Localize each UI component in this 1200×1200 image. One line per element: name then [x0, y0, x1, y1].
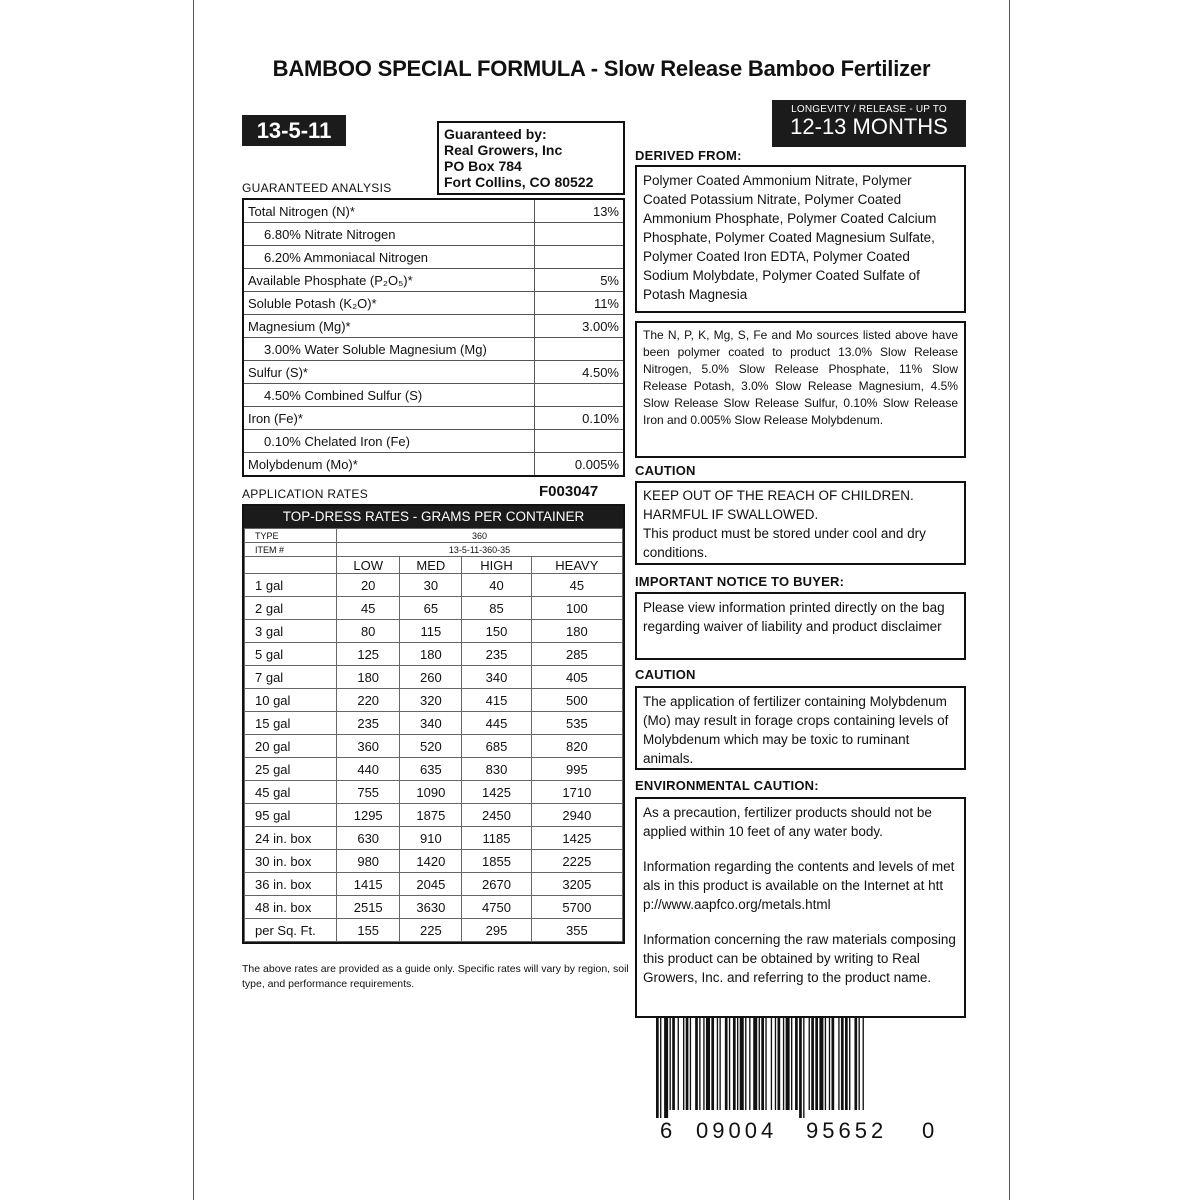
rate-value: 155: [337, 919, 400, 942]
barcode-bar: [683, 1018, 684, 1110]
rate-value: 20: [337, 574, 400, 597]
rate-value: 5700: [531, 896, 622, 919]
barcode-bar: [703, 1018, 704, 1110]
analysis-nutrient: Iron (Fe)*: [243, 407, 535, 430]
analysis-value: [535, 223, 625, 246]
analysis-heading: GUARANTEED ANALYSIS: [242, 181, 392, 195]
rates-row: [245, 758, 623, 781]
rate-value: 2450: [462, 804, 531, 827]
rate-value: 1420: [400, 850, 462, 873]
barcode-bar: [819, 1018, 823, 1110]
rates-row: [245, 781, 623, 804]
rate-value: 180: [337, 666, 400, 689]
barcode-bar: [832, 1018, 835, 1110]
barcode-bar: [740, 1018, 744, 1110]
rate-value: 125: [337, 643, 400, 666]
rate-value: 3205: [531, 873, 622, 896]
environmental-p1: As a precaution, fertilizer products should not be applied within 10 feet of any water body.: [643, 805, 932, 839]
rate-value: 820: [531, 735, 622, 758]
barcode-bar: [706, 1018, 710, 1110]
type-label: TYPE: [245, 529, 337, 543]
analysis-value: 4.50%: [535, 361, 625, 384]
analysis-value: [535, 246, 625, 269]
rate-value: 755: [337, 781, 400, 804]
barcode-digit: 0: [922, 1118, 935, 1143]
rate-value: 1295: [337, 804, 400, 827]
barcode-bar: [719, 1018, 720, 1110]
rate-value: 1710: [531, 781, 622, 804]
barcode-bar: [825, 1018, 826, 1110]
column-header-empty: [245, 557, 337, 574]
rates-row: [245, 689, 623, 712]
rates-row: [245, 735, 623, 758]
longevity-value: 12-13 MONTHS: [790, 114, 948, 139]
rates-table-box: [242, 504, 625, 944]
container-size: 1 gal: [245, 574, 337, 597]
rate-value: 180: [400, 643, 462, 666]
guarantor-line: PO Box 784: [444, 158, 522, 174]
analysis-nutrient: 6.80% Nitrate Nitrogen: [243, 223, 535, 246]
rate-value: 295: [462, 919, 531, 942]
analysis-value: 11%: [535, 292, 625, 315]
barcode-bar: [660, 1018, 661, 1118]
rate-value: 415: [462, 689, 531, 712]
container-size: 24 in. box: [245, 827, 337, 850]
guarantor-line: Guaranteed by:: [444, 126, 547, 142]
barcode-digit: 09004: [696, 1118, 778, 1143]
rate-value: 320: [400, 689, 462, 712]
analysis-nutrient: Sulfur (S)*: [243, 361, 535, 384]
rate-value: 405: [531, 666, 622, 689]
guarantor-line: Fort Collins, CO 80522: [444, 174, 594, 190]
barcode-bar: [670, 1018, 671, 1110]
analysis-value: 0.005%: [535, 453, 625, 477]
rates-note: The above rates are provided as a guide only. Specific rates will vary by region, soil type, and performance requirements.: [242, 963, 629, 990]
rate-value: 65: [400, 597, 462, 620]
rate-value: 115: [400, 620, 462, 643]
barcode-bar: [854, 1018, 857, 1110]
rate-value: 2515: [337, 896, 400, 919]
rate-value: 440: [337, 758, 400, 781]
rate-value: 80: [337, 620, 400, 643]
caution-box: [635, 481, 966, 565]
analysis-nutrient: 0.10% Chelated Iron (Fe): [243, 430, 535, 453]
rate-value: 1185: [462, 827, 531, 850]
caution2-heading: CAUTION: [635, 667, 696, 682]
analysis-row: [243, 407, 624, 430]
rates-row: [245, 712, 623, 735]
rate-value: 635: [400, 758, 462, 781]
barcode-bar: [783, 1018, 784, 1110]
analysis-row: [243, 361, 624, 384]
rate-value: 1425: [531, 827, 622, 850]
barcode-bar: [838, 1018, 839, 1110]
barcode-bar: [765, 1018, 766, 1110]
rate-value: 340: [462, 666, 531, 689]
analysis-nutrient: Available Phosphate (P₂O₅)*: [243, 269, 535, 292]
analysis-value: 0.10%: [535, 407, 625, 430]
item-row: [245, 543, 623, 557]
analysis-row: [243, 223, 624, 246]
rate-value: 355: [531, 919, 622, 942]
rate-value: 235: [462, 643, 531, 666]
caution-line: KEEP OUT OF THE REACH OF CHILDREN.: [643, 488, 914, 503]
rate-value: 3630: [400, 896, 462, 919]
sources-note-box: The N, P, K, Mg, S, Fe and Mo sources listed above have been polymer coated to product 13.0% Slow Release Nitrogen, 5.0% Slow Release Phosphate, 11% Slow Release Potash, 3.0% Slow Release Magnesium, 4.5% Slow Release Slow Release Sulfur, 0.10% Slow Release Iron and 0.005% Slow Release Molybdenum.: [635, 321, 966, 458]
caution-line: HARMFUL IF SWALLOWED.: [643, 507, 819, 522]
barcode-bar: [672, 1018, 675, 1110]
barcode: [652, 1018, 952, 1118]
analysis-nutrient: 4.50% Combined Sulfur (S): [243, 384, 535, 407]
rate-value: 2225: [531, 850, 622, 873]
barcode-bar: [795, 1018, 798, 1110]
analysis-nutrient: Molybdenum (Mo)*: [243, 453, 535, 477]
barcode-bar: [725, 1018, 728, 1110]
rate-value: 30: [400, 574, 462, 597]
barcode-bar: [863, 1018, 864, 1110]
type-row: [245, 529, 623, 543]
barcode-digit: 6: [660, 1118, 673, 1143]
rate-value: 45: [531, 574, 622, 597]
rate-value: 830: [462, 758, 531, 781]
rate-value: 220: [337, 689, 400, 712]
rate-value: 1415: [337, 873, 400, 896]
analysis-row: [243, 453, 624, 477]
rate-value: 520: [400, 735, 462, 758]
rates-row: [245, 850, 623, 873]
container-size: 3 gal: [245, 620, 337, 643]
barcode-bar: [791, 1018, 792, 1110]
rates-row: [245, 666, 623, 689]
analysis-value: [535, 384, 625, 407]
rate-value: 340: [400, 712, 462, 735]
rate-value: 260: [400, 666, 462, 689]
rate-value: 1875: [400, 804, 462, 827]
rate-value: 1425: [462, 781, 531, 804]
rate-value: 180: [531, 620, 622, 643]
rates-row: [245, 896, 623, 919]
caution-line: This product must be stored under cool and dry conditions.: [643, 526, 926, 560]
rates-row: [245, 574, 623, 597]
analysis-nutrient: Soluble Potash (K₂O)*: [243, 292, 535, 315]
environmental-p2: Information regarding the contents and levels of metals in this product is available on the Internet at http://www.aapfco.org/metals.html: [643, 859, 955, 912]
container-size: 48 in. box: [245, 896, 337, 919]
guarantor-line: Real Growers, Inc: [444, 142, 563, 158]
barcode-bar: [849, 1018, 850, 1110]
analysis-value: [535, 338, 625, 361]
derived-box: Polymer Coated Ammonium Nitrate, Polymer Coated Potassium Nitrate, Polymer Coated Ammonium Phosphate, Polymer Coated Calcium Phosphate, Polymer Coated Magnesium Sulfate, Polymer Coated Iron EDTA, Polymer Coated Sodium Molybdate, Polymer Coated Sulfate of Potash Magnesia: [635, 165, 966, 313]
barcode-bar: [771, 1018, 772, 1110]
barcode-bar: [829, 1018, 830, 1110]
rate-value: 535: [531, 712, 622, 735]
rate-value: 980: [337, 850, 400, 873]
barcode-bar: [699, 1018, 700, 1110]
container-size: 15 gal: [245, 712, 337, 735]
analysis-row: [243, 430, 624, 453]
environmental-box: [635, 797, 966, 1018]
container-size: 45 gal: [245, 781, 337, 804]
longevity-badge: [772, 100, 966, 147]
barcode-bar: [737, 1018, 738, 1110]
rate-value: 100: [531, 597, 622, 620]
rate-value: 150: [462, 620, 531, 643]
barcode-bar: [678, 1018, 679, 1110]
barcode-bar: [809, 1018, 810, 1110]
rate-value: 2045: [400, 873, 462, 896]
npk-badge: 13-5-11: [242, 115, 346, 146]
product-code: F003047: [539, 483, 599, 500]
barcode-bar: [811, 1018, 814, 1110]
item-value: 13-5-11-360-35: [337, 543, 623, 557]
application-heading: APPLICATION RATES: [242, 487, 369, 501]
barcode-bar: [690, 1018, 691, 1110]
barcode-bar: [733, 1018, 736, 1110]
analysis-row: [243, 292, 624, 315]
barcode-bar: [761, 1018, 764, 1110]
rate-value: 2670: [462, 873, 531, 896]
rate-value: 500: [531, 689, 622, 712]
rate-value: 225: [400, 919, 462, 942]
barcode-bar: [717, 1018, 718, 1110]
column-header: LOW: [337, 557, 400, 574]
derived-heading: DERIVED FROM:: [635, 148, 742, 163]
container-size: 36 in. box: [245, 873, 337, 896]
barcode-bar: [729, 1018, 730, 1110]
barcode-bar: [759, 1018, 760, 1110]
barcode-bar: [775, 1018, 776, 1110]
analysis-nutrient: Magnesium (Mg)*: [243, 315, 535, 338]
rate-value: 235: [337, 712, 400, 735]
rates-row: [245, 597, 623, 620]
analysis-row: [243, 315, 624, 338]
container-size: 10 gal: [245, 689, 337, 712]
rate-value: 4750: [462, 896, 531, 919]
rate-value: 1855: [462, 850, 531, 873]
barcode-bar: [803, 1018, 804, 1118]
rate-value: 40: [462, 574, 531, 597]
guarantor-box: [437, 121, 625, 195]
caution-heading: CAUTION: [635, 463, 696, 478]
rate-value: 1090: [400, 781, 462, 804]
analysis-nutrient: 6.20% Ammoniacal Nitrogen: [243, 246, 535, 269]
label-title: BAMBOO SPECIAL FORMULA - Slow Release Bamboo Fertilizer: [272, 56, 931, 81]
barcode-bar: [711, 1018, 714, 1110]
longevity-caption: LONGEVITY / RELEASE - UP TO: [791, 104, 947, 115]
barcode-bar: [686, 1018, 689, 1110]
barcode-bar: [778, 1018, 781, 1110]
analysis-value: 3.00%: [535, 315, 625, 338]
rates-table: [244, 528, 623, 942]
type-value: 360: [337, 529, 623, 543]
rates-row: [245, 643, 623, 666]
analysis-row: [243, 338, 624, 361]
rate-value: 85: [462, 597, 531, 620]
container-size: 25 gal: [245, 758, 337, 781]
container-size: 5 gal: [245, 643, 337, 666]
rates-row: [245, 620, 623, 643]
rate-value: 445: [462, 712, 531, 735]
barcode-bar: [695, 1018, 698, 1110]
rate-value: 910: [400, 827, 462, 850]
barcode-bar: [753, 1018, 757, 1110]
analysis-nutrient: Total Nitrogen (N)*: [243, 199, 535, 223]
analysis-table: [242, 198, 625, 477]
analysis-value: 5%: [535, 269, 625, 292]
barcode-bar: [841, 1018, 844, 1110]
barcode-bar: [815, 1018, 818, 1110]
rate-value: 45: [337, 597, 400, 620]
rate-value: 630: [337, 827, 400, 850]
container-size: 2 gal: [245, 597, 337, 620]
environmental-p3: Information concerning the raw materials composing this product can be obtained by writing to Real Growers, Inc. and referring to the product name.: [643, 932, 956, 985]
caution2-box: The application of fertilizer containing Molybdenum (Mo) may result in forage crops containing levels of Molybdenum which may be toxic to ruminant animals.: [635, 686, 966, 770]
rates-row: [245, 919, 623, 942]
rate-value: 360: [337, 735, 400, 758]
rates-row: [245, 827, 623, 850]
container-size: 30 in. box: [245, 850, 337, 873]
barcode-bar: [786, 1018, 790, 1110]
analysis-value: [535, 430, 625, 453]
fertilizer-label: [193, 0, 1010, 1200]
analysis-value: 13%: [535, 199, 625, 223]
rates-column-headers: [245, 557, 623, 574]
rate-value: 995: [531, 758, 622, 781]
analysis-nutrient: 3.00% Water Soluble Magnesium (Mg): [243, 338, 535, 361]
notice-box: Please view information printed directly on the bag regarding waiver of liability and product disclaimer: [635, 592, 966, 660]
container-size: 20 gal: [245, 735, 337, 758]
rate-value: 285: [531, 643, 622, 666]
barcode-bar: [664, 1018, 668, 1118]
barcode-digit: 95652: [806, 1118, 888, 1143]
container-size: per Sq. Ft.: [245, 919, 337, 942]
column-header: MED: [400, 557, 462, 574]
column-header: HEAVY: [531, 557, 622, 574]
analysis-row: [243, 269, 624, 292]
rate-value: 685: [462, 735, 531, 758]
barcode-bar: [845, 1018, 848, 1110]
column-header: HIGH: [462, 557, 531, 574]
barcode-bar: [859, 1018, 860, 1110]
barcode-bar: [799, 1018, 802, 1118]
environmental-heading: ENVIRONMENTAL CAUTION:: [635, 778, 819, 793]
container-size: 95 gal: [245, 804, 337, 827]
barcode-bar: [749, 1018, 750, 1110]
rates-row: [245, 873, 623, 896]
rates-table-title: TOP-DRESS RATES - GRAMS PER CONTAINER: [244, 506, 623, 528]
rate-value: 2940: [531, 804, 622, 827]
analysis-row: [243, 246, 624, 269]
barcode-bar: [656, 1018, 659, 1118]
item-label: ITEM #: [245, 543, 337, 557]
barcode-bar: [745, 1018, 746, 1110]
rates-row: [245, 804, 623, 827]
container-size: 7 gal: [245, 666, 337, 689]
notice-heading: IMPORTANT NOTICE TO BUYER:: [635, 574, 845, 589]
analysis-row: [243, 199, 624, 223]
analysis-row: [243, 384, 624, 407]
